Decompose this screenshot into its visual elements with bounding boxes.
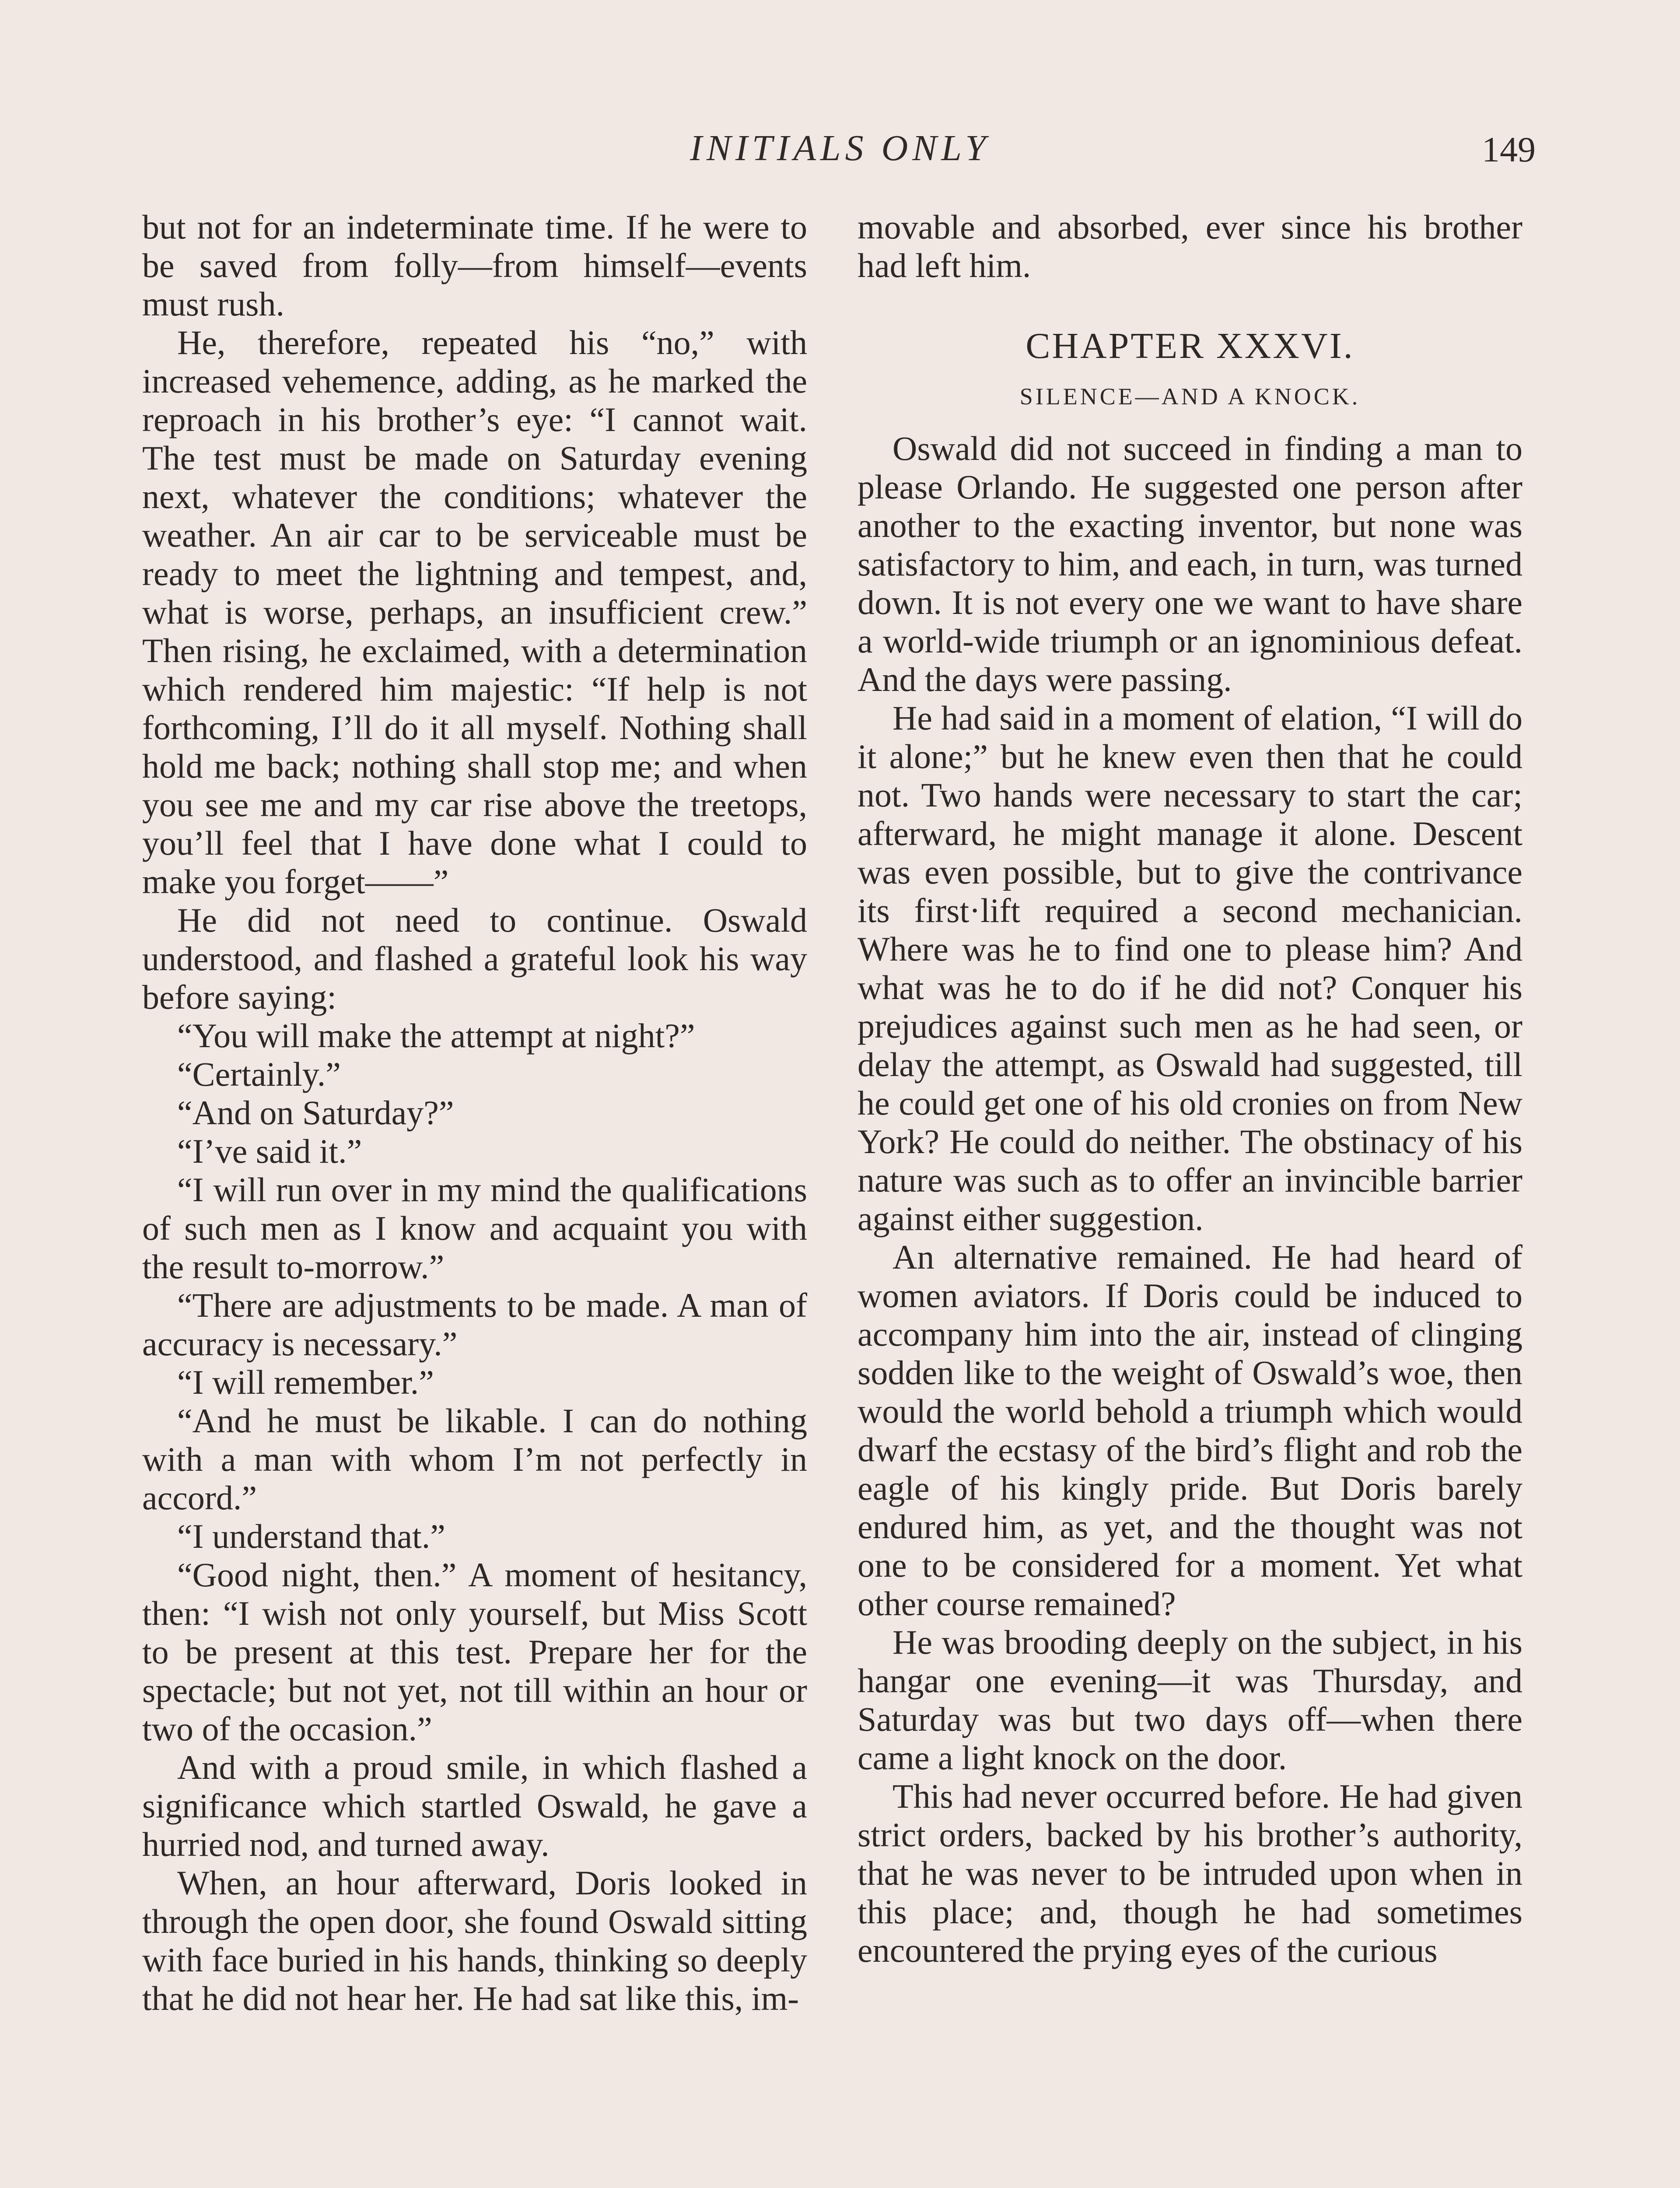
paragraph: This had never occurred before. He had given strict orders, backed by his brother’s authority, that he was never to be intruded upon when in this place; and, though he had sometimes encountered the prying eyes of the curious [858,1777,1522,1969]
paragraph: “You will make the attempt at night?” [177,1017,695,1055]
running-title: INITIALS ONLY [690,128,990,168]
paragraph: “I understand that.” [177,1517,445,1555]
paragraph: “I’ve said it.” [177,1132,362,1170]
paragraph: “And on Saturday?” [177,1094,454,1132]
paragraph: “There are adjustments to be made. A man of accuracy is necessary.” [142,1286,807,1363]
paragraph: He did not need to continue. Oswald understood, and flashed a grateful look his way before saying: [142,901,807,1016]
paragraph: “I will run over in my mind the qualifications of such men as I know and acquaint you with the result to-morrow.” [142,1171,807,1286]
chapter-title: CHAPTER XXXVI. [1026,326,1354,366]
paragraph: An alternative remained. He had heard of women aviators. If Doris could be induced to accompany him into the air, instead of clinging sodden like to the weight of Oswald’s woe, then would the world behold a triumph which would dwarf the ecstasy of the bird’s flight and rob the eagle of his kingly pride. But Doris barely endured him, as yet, and the thought was not one to be considered for a moment. Yet what other course remained? [858,1238,1522,1623]
paragraph: “I will remember.” [177,1363,434,1401]
paragraph: And with a proud smile, in which flashed a significance which startled Oswald, he gave a hurried nod, and turned away. [142,1748,807,1863]
chapter-subtitle: SILENCE—AND A KNOCK. [1019,383,1361,410]
paragraph: Oswald did not succeed in finding a man to please Orlando. He suggested one person after another to the exacting inventor, but none was satisfactory to him, and each, in turn, was turned down. It is not every one we want to have share a world-wide triumph or an ignominious defeat. And the days were passing. [858,429,1522,698]
left-column [142,208,807,2018]
right-column [858,208,1522,1970]
paragraph: “And he must be likable. I can do nothing with a man with whom I’m not perfectly in accord.” [142,1402,807,1517]
paragraph: “Good night, then.” A moment of hesitancy, then: “I wish not only yourself, but Miss Scott to be present at this test. Prepare her for the spectacle; but not yet, not till within an hour or two of the occasion.” [142,1556,807,1748]
paragraph: but not for an indeterminate time. If he were to be saved from folly—from himself—events must rush. [142,208,807,323]
paragraph: He, therefore, repeated his “no,” with increased vehemence, adding, as he marked the reproach in his brother’s eye: “I cannot wait. The test must be made on Saturday evening next, whatever the conditions; whatever the weather. An air car to be serviceable must be ready to meet the lightning and tempest, and, what is worse, perhaps, an insufficient crew.” Then rising, he exclaimed, with a determination which rendered him majestic: “If help is not forthcoming, I’ll do it all myself. Nothing shall hold me back; nothing shall stop me; and when you see me and my car rise above the treetops, you’ll feel that I have done what I could to make you forget——” [142,323,807,901]
paragraph: movable and absorbed, ever since his brother had left him. [858,208,1522,284]
paragraph: He was brooding deeply on the subject, in his hangar one evening—it was Thursday, and Saturday was but two days off—when there came a light knock on the door. [858,1623,1522,1777]
paragraph: He had said in a moment of elation, “I will do it alone;” but he knew even then that he could not. Two hands were necessary to start the car; afterward, he might manage it alone. Descent was even possible, but to give the contrivance its first·lift required a second mechanician. Where was he to find one to please him? And what was he to do if he did not? Conquer his prejudices against such men as he had seen, or delay the attempt, as Oswald had suggested, till he could get one of his old cronies on from New York? He could do neither. The obstinacy of his nature was such as to offer an invincible barrier against either suggestion. [858,699,1522,1238]
paragraph: “Certainly.” [177,1055,341,1093]
paragraph: When, an hour afterward, Doris looked in through the open door, she found Oswald sitting with face buried in his hands, thinking so deeply that he did not hear her. He had sat like this, im- [142,1864,807,2017]
page-number: 149 [1482,130,1536,169]
